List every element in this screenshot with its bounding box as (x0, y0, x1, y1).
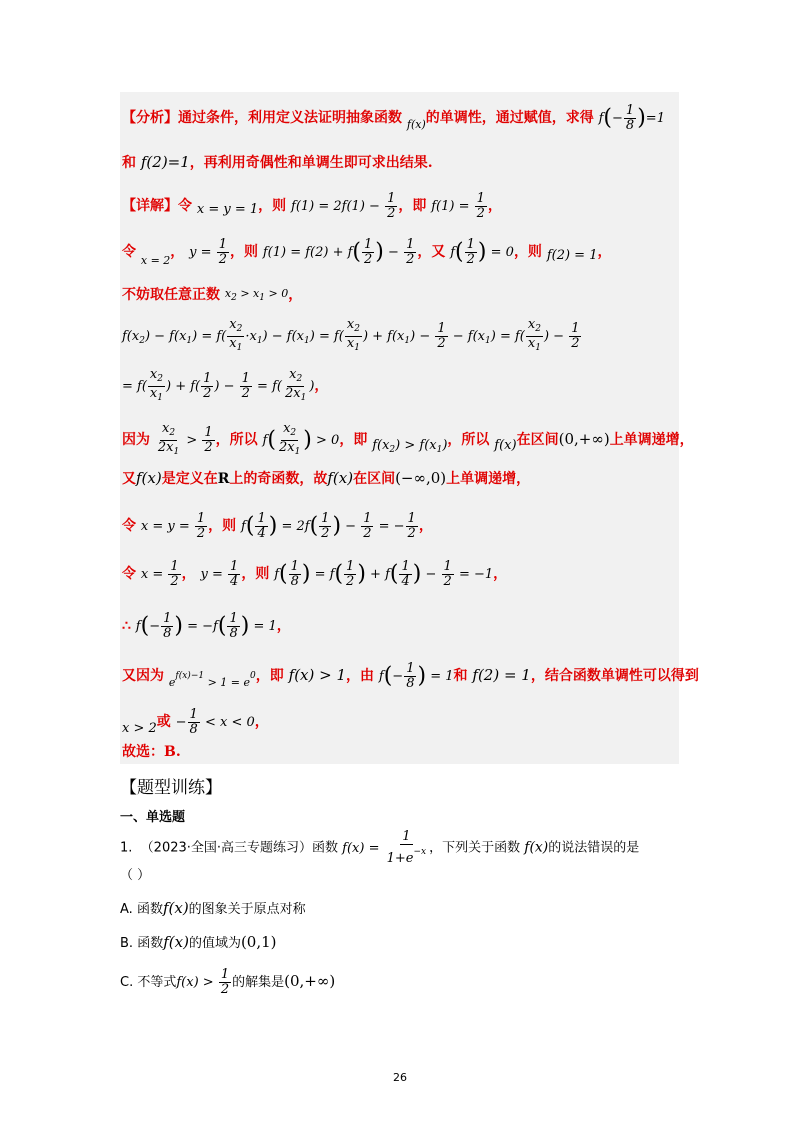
detail-let-9: 令 (122, 566, 136, 582)
detail-so: ，所以 (215, 432, 258, 448)
analysis-text-3: ，再利用奇偶性和单调生即可求出结果. (189, 155, 433, 171)
detail-you-11: 又因为 (122, 668, 164, 684)
detail-end-7: 上单调递增， (446, 471, 531, 487)
detail-eq-1: f(1) = 2f(1) − $\frac{1}{2}$ (291, 191, 396, 221)
analysis-eq2: f(2)=1 (140, 153, 190, 171)
option-a-fx: f(x) (162, 899, 189, 917)
detail-you-7: 又 (122, 471, 136, 487)
detail-mid-7: 是定义在 (161, 471, 218, 487)
analysis-label: 【分析】 (122, 110, 178, 126)
detail-let: 令 (178, 198, 192, 214)
detail-so-2: ，所以 (447, 432, 490, 448)
detail-in-7: 在区间 (353, 471, 396, 487)
detail-line-6 (122, 422, 694, 460)
detail-therefore: ∴ (122, 618, 131, 634)
option-c-pre: 不等式 (137, 975, 177, 990)
detail-in-6: 在区间 (516, 432, 559, 448)
analysis-and: 和 (122, 155, 136, 171)
detail-fx2-7: f(x) (327, 469, 354, 487)
option-c-fx: f(x) > $\frac{1}{2}$ (176, 967, 230, 997)
option-b[interactable] (120, 932, 277, 954)
detail-ji-6: ，即 (339, 432, 368, 448)
detail-comma: ， (487, 198, 502, 214)
option-b-pre: 函数 (137, 936, 164, 951)
question-text-2: 的说法错误的是 (548, 840, 640, 856)
detail-eq-4: $f(x_2) - f(x_1) = f$( $\frac{x_2}{x_1}$ $\cdot x_1) - f(x_1) = f$( $\frac{x_2}{x_1}$ ) + $f(x_1)$ − $\frac{1}{2}$ − $f(x_1) = f$( $\frac{x_2}{x_1}$ ) − $\frac{1}{2}$ (122, 317, 580, 353)
analysis-text-2: 的单调性，通过赋值，求得 (425, 110, 594, 126)
option-a-pre: 函数 (136, 902, 163, 917)
option-a-label: A. (120, 902, 133, 917)
analysis-line-1 (122, 104, 665, 135)
subsection-title: 一、单选题 (120, 810, 186, 825)
question-text: ，下列关于函数 (429, 840, 521, 856)
detail-a-12: x > 2 (122, 721, 157, 736)
detail-R: R (217, 471, 230, 487)
detail-end-6: 上单调递增， (609, 432, 694, 448)
detail-line-7 (122, 468, 530, 489)
detail-ji-11: ，即 (255, 668, 284, 684)
detail-cmp-6: $f(x_2) > f(x_1)$ (372, 438, 448, 455)
detail-res-1: f(1) = $\frac{1}{2}$ (431, 191, 485, 221)
detail-let-2: 令 (122, 244, 136, 260)
detail-line-3: 不妨取任意正数 $x_2 > x_1 > 0$， (122, 287, 303, 303)
detail-e1-11: f(− $\frac{1}{8}$ ) = 1 (378, 661, 454, 691)
option-c[interactable] (120, 968, 335, 997)
detail-eq-2: f(1) = f(2) + f( $\frac{1}{2}$ ) − $\frac{1}{2}$ (262, 237, 415, 267)
detail-then-8: ，则 (208, 518, 237, 534)
detail-then-9: ，则 (241, 566, 270, 582)
detail-line-13: 故选：B. (122, 744, 181, 760)
detail-half-zero: f( $\frac{1}{2}$ ) = 0 (450, 237, 514, 267)
detail-because: 因为 (122, 432, 150, 448)
detail-line-11 (122, 662, 699, 693)
question-paren: （ ） (120, 868, 151, 883)
detail-y-9: y = $\frac{1}{4}$ (200, 559, 239, 589)
detail-label: 【详解】 (122, 198, 178, 214)
analysis-line-2 (122, 152, 433, 173)
detail-line-10: ∴ f(− $\frac{1}{8}$ ) = −f( $\frac{1}{8}$ ) = 1， (122, 611, 291, 641)
question-number: 1. (120, 840, 133, 856)
option-b-tail: (0,1) (240, 933, 277, 951)
detail-line-8: 令 x = y = $\frac{1}{2}$ ，则 f( $\frac{1}{4}$ ) = 2f( $\frac{1}{2}$ ) − $\frac{1}{2}$ = − $\frac{1}{2}$ ， (122, 511, 433, 541)
option-b-label: B. (120, 936, 134, 951)
detail-b-12: − $\frac{1}{8}$ < x < 0 (175, 707, 255, 737)
detail-then-2: ，则 (229, 244, 258, 260)
detail-then: ，则 (258, 198, 287, 214)
detail-ze: ，则 (513, 244, 542, 260)
detail-interval-6: (0,+∞) (558, 430, 610, 448)
detail-line-1 (122, 192, 502, 221)
detail-res-2: f(2) = 1 (546, 248, 598, 263)
detail-he-11: 和 (453, 668, 468, 684)
detail-you2-11: ，由 (346, 668, 375, 684)
detail-pos-6: f( $\frac{x_2}{2x_1}$ ) > 0 (262, 421, 340, 457)
analysis-fx: f(x) (406, 118, 426, 131)
detail-ji: ，即 (398, 198, 427, 214)
detail-line-9: 令 x = $\frac{1}{2}$ ， y = $\frac{1}{4}$ ，则 f( $\frac{1}{8}$ ) = f( $\frac{1}{2}$ ) + f( $\frac{1}{4}$ ) − $\frac{1}{2}$ = −1， (122, 559, 508, 589)
option-c-post: 的解集是 (232, 975, 285, 990)
question-1 (120, 830, 639, 866)
analysis-text-1: 通过条件，利用定义法证明抽象函数 (178, 110, 402, 126)
detail-mid2-7: 上的奇函数，故 (229, 471, 328, 487)
detail-end-11: ，结合函数单调性可以得到 (530, 668, 699, 684)
question-func: f(x) = $\frac{1}{1+e^{-x}}$ (342, 829, 427, 866)
detail-interval-7: (−∞,0) (395, 469, 447, 487)
section-title: 【题型训练】 (120, 778, 222, 798)
detail-let-8: 令 (122, 518, 136, 534)
detail-eq-5: = f( $\frac{x_2}{x_1}$ ) + f( $\frac{1}{2}$ ) − $\frac{1}{2}$ = f( $\frac{x_2}{2x_1}$ ) (122, 367, 315, 403)
option-b-fx: f(x) (163, 933, 189, 951)
option-a-post: 的图象关于原点对称 (188, 902, 306, 917)
detail-eq-8: f( $\frac{1}{4}$ ) = 2f( $\frac{1}{2}$ ) − $\frac{1}{2}$ = − $\frac{1}{2}$ (241, 511, 416, 541)
detail-fx-7: f(x) (136, 469, 162, 487)
option-a[interactable] (120, 898, 306, 920)
detail-cond-1: x = y = 1 (196, 202, 259, 217)
detail-fx-6: f(x) (494, 438, 517, 453)
question-fx: f(x) (524, 839, 549, 856)
option-c-tail: (0,+∞) (284, 972, 336, 990)
page-number: 26 (393, 1071, 407, 1084)
detail-line-2: 令 $_{x = 2}$， y = $\frac{1}{2}$ ，则 f(1) = f(2) + f( $\frac{1}{2}$ ) − $\frac{1}{2}$ ，又 f( $\frac{1}{2}$ ) = 0，则 f(2) = 1， (122, 237, 612, 267)
detail-positive: 不妨取任意正数 (122, 287, 220, 303)
detail-cond-8: x = y = $\frac{1}{2}$ (140, 511, 206, 541)
detail-ineq-6: $\frac{x_2}{2x_1}$ > $\frac{1}{2}$ (157, 421, 213, 457)
detail-eq-10: f(− $\frac{1}{8}$ ) = −f( $\frac{1}{8}$ ) = 1 (135, 611, 277, 641)
analysis-eq1: f(− $\frac{1}{8}$ )=1 (598, 103, 665, 133)
detail-cond-3: $x_2 > x_1 > 0$ (224, 287, 289, 303)
detail-e2-11: f(2) = 1 (472, 666, 531, 684)
detail-line-12: x > 2或 − $\frac{1}{8}$ < x < 0， (122, 707, 269, 737)
detail-x-2: x = 2 (140, 254, 171, 267)
option-b-post: 的值域为 (188, 936, 241, 951)
detail-or-12: 或 (156, 714, 171, 730)
detail-gt-11: f(x) > 1 (288, 666, 347, 684)
detail-line-4 (122, 318, 582, 355)
detail-y-half: y = $\frac{1}{2}$ (189, 237, 227, 267)
detail-you: ，又 (417, 244, 446, 260)
question-source: （2023·全国·高三专题练习）函数 (140, 840, 339, 856)
option-c-label: C. (120, 975, 134, 990)
detail-line-5: = f( $\frac{x_2}{x_1}$ ) + f( $\frac{1}{2}$ ) − $\frac{1}{2}$ = f( $\frac{x_2}{2x_1}$ )， (122, 367, 329, 403)
detail-eq-9: f( $\frac{1}{8}$ ) = f( $\frac{1}{2}$ ) + f( $\frac{1}{4}$ ) − $\frac{1}{2}$ = −1 (274, 559, 494, 589)
detail-exp-11: ef(x)−1 > 1 = e0 (168, 671, 256, 689)
detail-x-9: x = $\frac{1}{2}$ (140, 559, 179, 589)
